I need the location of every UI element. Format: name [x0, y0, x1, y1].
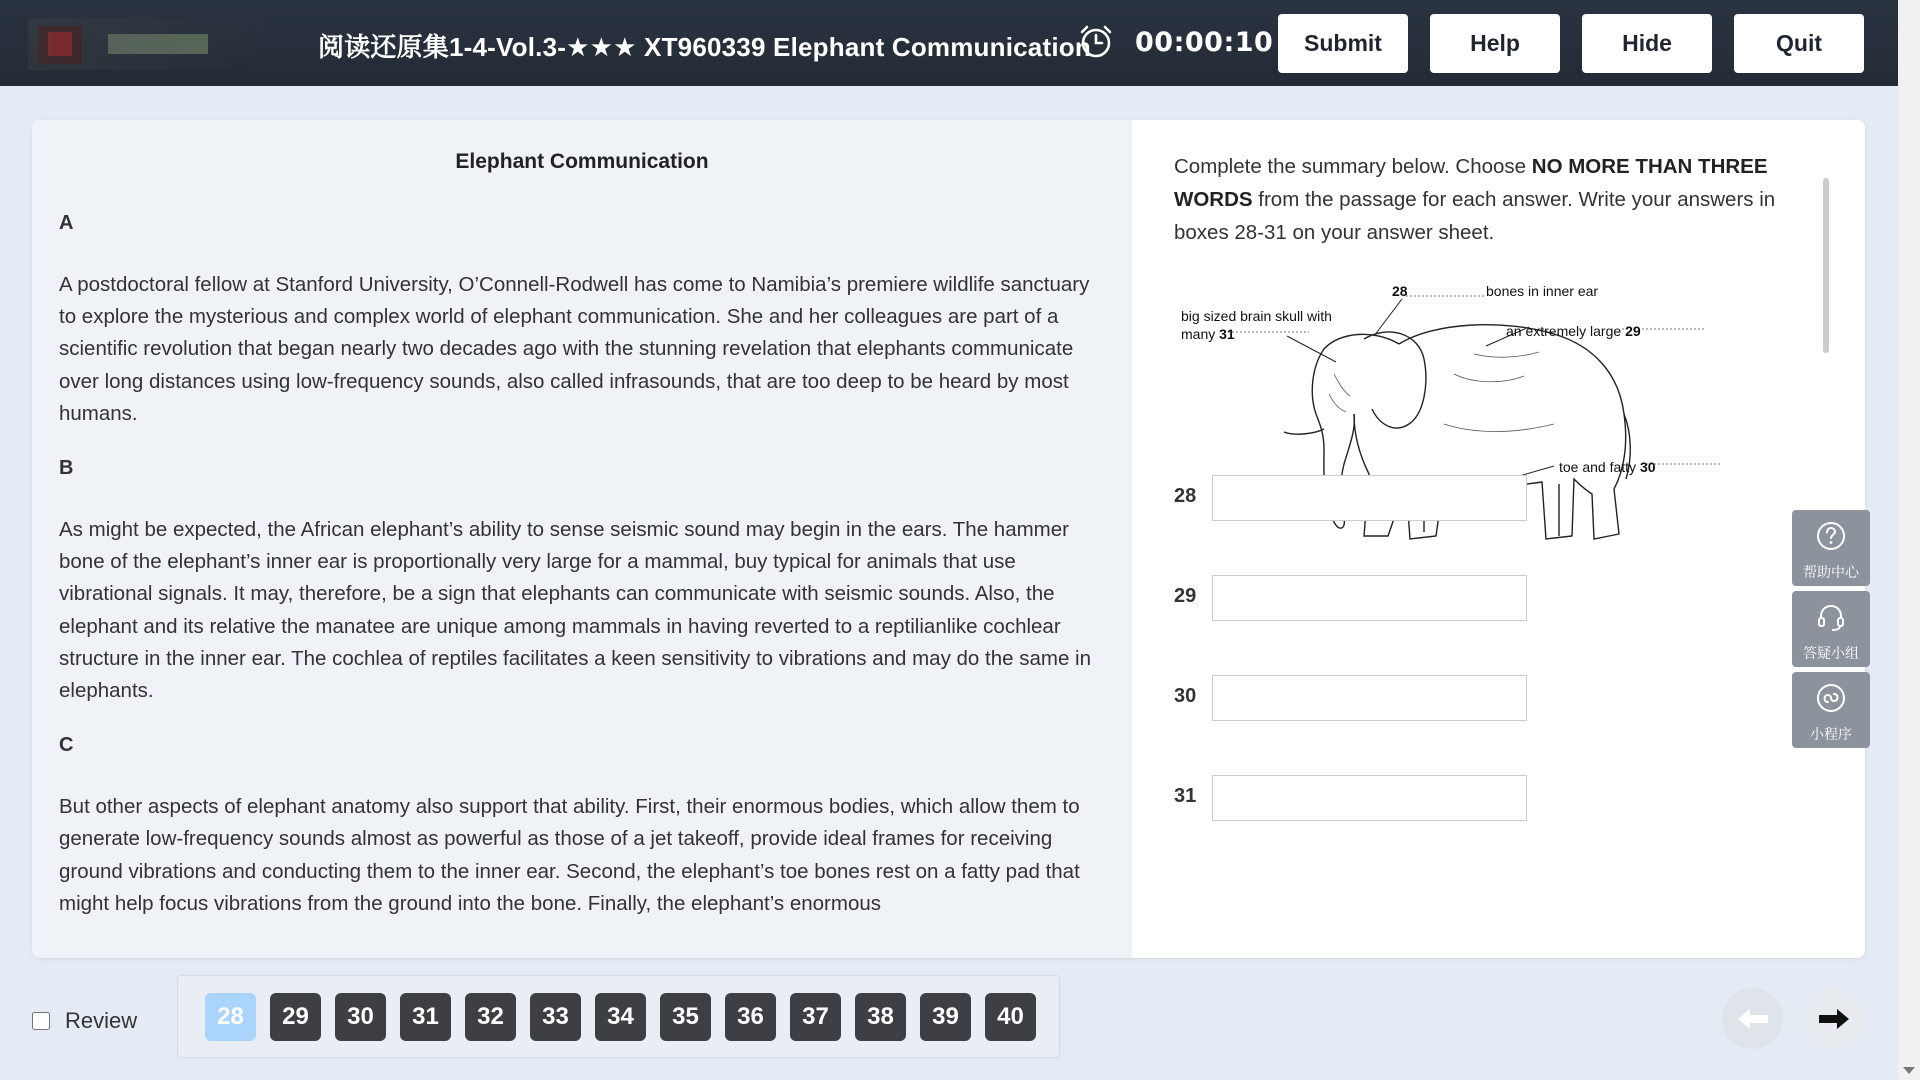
section-letter-b: B	[59, 457, 74, 480]
section-letter-a: A	[59, 212, 74, 234]
tool-label: 小程序	[1810, 727, 1852, 743]
headset-icon	[1815, 601, 1847, 633]
review-checkbox[interactable]	[32, 1012, 50, 1030]
review-toggle[interactable]	[32, 1008, 137, 1034]
qa-group-tool[interactable]	[1792, 591, 1870, 667]
review-label: Review	[65, 1008, 138, 1033]
diagram-label-31: many 31	[1181, 326, 1235, 342]
answer-row-28	[1174, 475, 1574, 521]
hide-button[interactable]: Hide	[1582, 14, 1712, 73]
answer-row-30	[1174, 675, 1574, 721]
previous-button[interactable]	[1722, 988, 1783, 1049]
question-number: 31	[1174, 785, 1197, 807]
instructions: Complete the summary below. Choose NO MORE THAN THREE WORDS from the passage for each answer. Write your answers in boxes 28-31 on your answer sheet.	[1174, 155, 1776, 244]
questions-pane[interactable]	[1132, 120, 1865, 958]
question-nav-button[interactable]: 32	[465, 993, 516, 1041]
help-button[interactable]: Help	[1430, 14, 1560, 73]
section-letter-c: C	[59, 734, 74, 757]
diagram-label-brain-skull: big sized brain skull with	[1181, 308, 1332, 324]
question-nav-button[interactable]: 40	[985, 993, 1036, 1041]
diagram-label-28: 28	[1392, 283, 1408, 299]
answer-input-31[interactable]	[1212, 775, 1527, 821]
question-number: 30	[1174, 685, 1197, 707]
question-nav-button[interactable]: 33	[530, 993, 581, 1041]
question-navigator	[177, 975, 1060, 1058]
question-nav-button[interactable]: 34	[595, 993, 646, 1041]
question-nav-button[interactable]: 30	[335, 993, 386, 1041]
questions-scrollbar-thumb[interactable]	[1823, 178, 1829, 353]
question-nav-button[interactable]: 38	[855, 993, 906, 1041]
top-bar	[0, 0, 1898, 86]
question-number: 29	[1174, 585, 1197, 607]
section-c-paragraph: But other aspects of elephant anatomy also support that ability. First, their enormous bodies, which allow them to generate low-frequency sounds almost as powerful as those of a jet takeoff, provide ideal frames for receiving ground vibrations and conducting them to the inner ear. Second, the elephant’s toe bones rest on a fatty pad that might help focus vibrations from the ground into the bone. Finally, the elephant’s enormous	[59, 795, 1080, 915]
mini-program-tool[interactable]	[1792, 672, 1870, 748]
countdown-timer: 00:00:10	[1135, 27, 1274, 58]
question-number: 28	[1174, 485, 1197, 507]
diagram-label-29: an extremely large 29	[1506, 323, 1641, 339]
test-title: 阅读还原集1-4-Vol.3-★★★ XT960339 Elephant Communication	[318, 32, 1091, 62]
question-nav-button[interactable]: 35	[660, 993, 711, 1041]
answer-input-30[interactable]	[1212, 675, 1527, 721]
tool-label: 答疑小组	[1803, 646, 1859, 662]
question-nav-button[interactable]: 36	[725, 993, 776, 1041]
question-card	[32, 120, 1865, 958]
question-nav-button[interactable]: 29	[270, 993, 321, 1041]
question-nav-button[interactable]: 28	[205, 993, 256, 1041]
mini-program-icon	[1815, 682, 1847, 714]
tool-label: 帮助中心	[1803, 565, 1859, 581]
help-center-tool[interactable]	[1792, 510, 1870, 586]
diagram-label-30: toe and fatty 30	[1559, 459, 1656, 475]
answer-row-31	[1174, 775, 1574, 821]
answer-input-29[interactable]	[1212, 575, 1527, 621]
logo	[28, 18, 273, 70]
section-a-paragraph: A postdoctoral fellow at Stanford University, O’Connell-Rodwell has come to Namibia’s premiere wildlife sanctuary to explore the mysterious and complex world of elephant communication. She and her colleagues are part of a scientific revolution that began nearly two decades ago with the stunning revelation that elephants communicate over long distances using low-frequency sounds, also called infrasounds, that are too deep to be heard by most humans.	[59, 273, 1090, 425]
quit-button[interactable]: Quit	[1734, 14, 1864, 73]
alarm-clock-icon	[1078, 24, 1114, 60]
scroll-down-arrow-icon[interactable]	[1903, 1067, 1915, 1074]
question-nav-button[interactable]: 37	[790, 993, 841, 1041]
arrow-right-icon	[1817, 1008, 1851, 1030]
question-nav-button[interactable]: 39	[920, 993, 971, 1041]
passage-pane[interactable]	[32, 120, 1132, 958]
help-circle-icon	[1815, 520, 1847, 552]
section-b-paragraph: As might be expected, the African elephant’s ability to sense seismic sound may begin in the ears. The hammer bone of the elephant’s inner ear is proportionally very large for a mammal, buy typical for animals that use vibrational signals. It may, therefore, be a sign that elephants can communicate with seismic sounds. Also, the elephant and its relative the manatee are unique among mammals in having reverted to a reptilianlike cochlear structure in the inner ear. The cochlea of reptiles facilitates a keen sensitivity to vibrations and may do the same in elephants.	[59, 518, 1091, 703]
arrow-left-icon	[1736, 1008, 1770, 1030]
diagram-label-bones-inner-ear: bones in inner ear	[1486, 283, 1599, 299]
page-scrollbar[interactable]	[1898, 0, 1920, 1080]
next-button[interactable]	[1803, 988, 1864, 1049]
answer-row-29	[1174, 575, 1574, 621]
passage-title: Elephant Communication	[455, 150, 709, 173]
answer-input-28[interactable]	[1212, 475, 1527, 521]
submit-button[interactable]: Submit	[1278, 14, 1408, 73]
question-nav-button[interactable]: 31	[400, 993, 451, 1041]
